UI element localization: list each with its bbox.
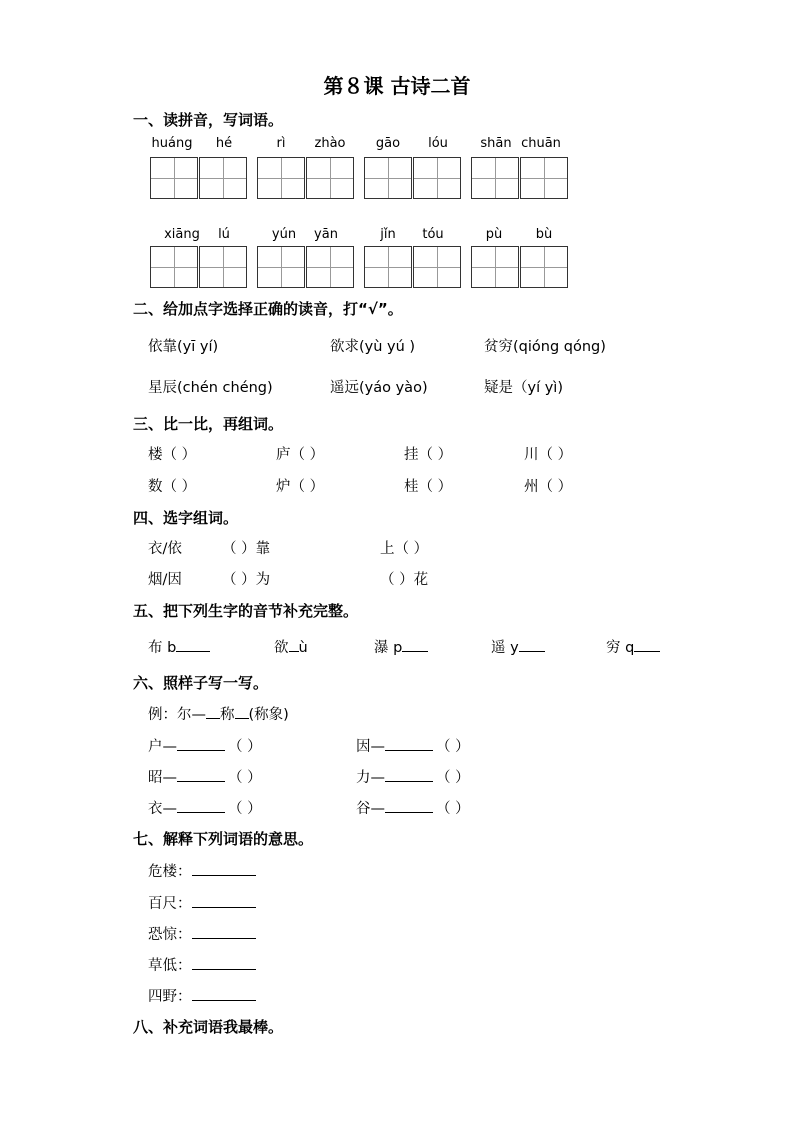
radical-prompt: 谷— [356,801,385,817]
syllable-item[interactable] [374,636,428,657]
choice-chars: 衣/依 [148,541,182,557]
writing-cell[interactable] [364,157,412,199]
radical-prompt: 衣— [148,801,177,817]
pinyin: yān [314,227,338,242]
pronunciation-item[interactable]: 星辰(chén chéng) [148,380,273,396]
syllable-item[interactable] [148,636,210,657]
choice-blank[interactable]: （ ）花 [380,572,429,588]
example-line-mark [206,704,220,719]
answer-line[interactable] [385,798,433,813]
answer-line[interactable] [192,924,256,939]
section-2-heading: 二、给加点字选择正确的读音，打“√”。 [133,300,403,318]
pinyin: chuān [521,136,561,151]
answer-line[interactable] [385,767,433,782]
answer-line[interactable] [192,893,256,908]
answer-line[interactable] [177,736,225,751]
writing-cell[interactable] [306,246,354,288]
compare-item[interactable]: 楼（ ） [148,447,197,463]
example-prefix: 例：尔— [148,707,206,723]
term: 危楼： [148,864,192,880]
definition-item[interactable] [148,923,256,944]
example-line-mark [235,704,249,719]
answer-line[interactable] [177,798,225,813]
pronunciation-item[interactable]: 疑是（yí yì) [484,380,563,396]
answer-line[interactable] [289,637,299,652]
word-blank[interactable]: （ ） [228,801,262,817]
radical-item[interactable] [356,735,433,756]
syllable-prompt: 布 b [148,640,177,656]
writing-cell[interactable] [413,246,461,288]
pinyin: pù [485,227,503,242]
compare-item[interactable]: 挂（ ） [404,447,453,463]
writing-cell[interactable] [199,246,247,288]
word-blank[interactable]: （ ） [436,739,470,755]
term: 四野： [148,989,192,1005]
compare-item[interactable]: 川（ ） [524,447,573,463]
term: 百尺： [148,896,192,912]
syllable-item[interactable] [274,636,308,657]
choice-blank[interactable]: 上（ ） [380,541,429,557]
term: 恐惊： [148,927,192,943]
section-7-heading: 七、解释下列词语的意思。 [133,830,314,848]
pinyin: jǐn [380,227,396,242]
choice-blank[interactable]: （ ）为 [222,572,271,588]
radical-item[interactable] [148,735,225,756]
pronunciation-item[interactable]: 欲求(yù yú ) [330,339,416,355]
writing-cell[interactable] [520,246,568,288]
writing-cell[interactable] [471,246,519,288]
pinyin: zhào [314,136,346,151]
definition-item[interactable] [148,860,256,881]
syllable-prompt: 穷 q [606,640,635,656]
pinyin: yún [271,227,297,242]
writing-cell[interactable] [150,157,198,199]
example-line [148,703,289,724]
pronunciation-item[interactable]: 依靠(yī yí) [148,339,219,355]
radical-prompt: 因— [356,739,385,755]
page-title: 第８课 古诗二首 [323,74,471,98]
example-word: (称象) [248,707,289,723]
writing-cell[interactable] [364,246,412,288]
pinyin: huáng [151,136,193,151]
answer-line[interactable] [192,986,256,1001]
compare-item[interactable]: 炉（ ） [276,479,325,495]
section-8-heading: 八、补充词语我最棒。 [133,1018,284,1036]
syllable-prompt: 瀑 p [374,640,403,656]
answer-line[interactable] [177,767,225,782]
syllable-final: ù [298,640,308,656]
pronunciation-item[interactable]: 遥远(yáo yào) [330,380,428,396]
syllable-prompt: 遥 y [491,640,519,656]
pinyin: lóu [428,136,448,151]
answer-line[interactable] [402,637,428,652]
writing-cell[interactable] [306,157,354,199]
answer-line[interactable] [192,861,256,876]
radical-prompt: 户— [148,739,177,755]
pinyin: hé [215,136,233,151]
pinyin: gāo [375,136,401,151]
answer-line[interactable] [192,955,256,970]
term: 草低： [148,958,192,974]
radical-prompt: 昭— [148,770,177,786]
definition-item[interactable] [148,892,256,913]
compare-item[interactable]: 桂（ ） [404,479,453,495]
section-1-heading: 一、读拼音，写词语。 [133,111,284,129]
syllable-prompt: 欲 [274,640,289,656]
definition-item[interactable] [148,985,256,1006]
word-blank[interactable]: （ ） [228,770,262,786]
radical-item[interactable] [148,766,225,787]
word-blank[interactable]: （ ） [436,770,470,786]
pronunciation-item[interactable]: 贫穷(qióng qóng) [484,339,606,355]
writing-cell[interactable] [413,157,461,199]
syllable-item[interactable] [606,636,660,657]
answer-line[interactable] [519,637,545,652]
pinyin: rì [276,136,286,151]
syllable-item[interactable] [491,636,545,657]
word-blank[interactable]: （ ） [436,801,470,817]
section-6-heading: 六、照样子写一写。 [133,674,269,692]
answer-line[interactable] [176,637,210,652]
writing-cell[interactable] [471,157,519,199]
writing-cell[interactable] [199,157,247,199]
word-blank[interactable]: （ ） [228,739,262,755]
writing-cell[interactable] [150,246,198,288]
writing-cell[interactable] [257,246,305,288]
pinyin: shān [480,136,512,151]
pinyin: xiāng [164,227,200,242]
answer-line[interactable] [385,736,433,751]
radical-item[interactable] [356,797,433,818]
radical-prompt: 力— [356,770,385,786]
radical-item[interactable] [148,797,225,818]
pinyin: tóu [422,227,444,242]
radical-item[interactable] [356,766,433,787]
section-4-heading: 四、选字组词。 [133,509,239,527]
choice-chars: 烟/因 [148,572,182,588]
example-char: 称 [220,707,235,723]
compare-item[interactable]: 州（ ） [524,479,573,495]
section-5-heading: 五、把下列生字的音节补充完整。 [133,602,359,620]
compare-item[interactable]: 庐（ ） [276,447,325,463]
section-3-heading: 三、比一比，再组词。 [133,415,284,433]
pinyin: lú [218,227,230,242]
compare-item[interactable]: 数（ ） [148,479,197,495]
answer-line[interactable] [634,637,660,652]
writing-cell[interactable] [520,157,568,199]
writing-cell[interactable] [257,157,305,199]
definition-item[interactable] [148,954,256,975]
pinyin: bù [535,227,553,242]
choice-blank[interactable]: （ ）靠 [222,541,271,557]
